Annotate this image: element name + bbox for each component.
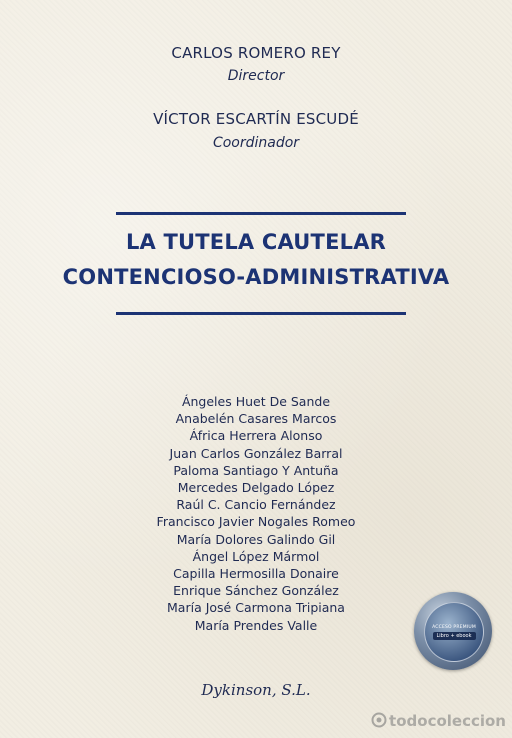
watermark-logo-icon	[371, 712, 387, 732]
author-item: María Dolores Galindo Gil	[176, 531, 336, 547]
badge-bottom-text: Libro + ebook	[433, 632, 476, 640]
watermark	[371, 712, 506, 732]
director-name: CARLOS ROMERO REY	[171, 44, 341, 62]
author-item: Mercedes Delgado López	[177, 480, 335, 496]
coordinator-name: VÍCTOR ESCARTÍN ESCUDÉ	[153, 110, 359, 128]
author-item: África Herrera Alonso	[189, 428, 323, 444]
premium-access-badge	[414, 592, 492, 670]
author-item: Paloma Santiago Y Antuña	[173, 462, 339, 478]
author-item: Raúl C. Cancio Fernández	[176, 497, 336, 513]
author-item: Enrique Sánchez González	[173, 583, 339, 599]
author-item: Capilla Hermosilla Donaire	[173, 566, 339, 582]
author-item: Ángeles Huet De Sande	[181, 394, 331, 409]
title-line-2: CONTENCIOSO-ADMINISTRATIVA	[62, 265, 450, 289]
watermark-text: todocoleccion	[389, 712, 506, 730]
author-item: Anabelén Casares Marcos	[175, 411, 337, 427]
author-item: María José Carmona Tripiana	[167, 600, 345, 616]
title-top-rule	[116, 212, 406, 215]
badge-seal	[424, 602, 484, 662]
title-bottom-rule	[116, 312, 406, 315]
director-role: Director	[227, 68, 285, 84]
title-line-1: LA TUTELA CAUTELAR	[125, 230, 387, 254]
coordinator-role: Coordinador	[212, 135, 300, 151]
author-item: Juan Carlos González Barral	[169, 445, 343, 461]
author-item: Ángel López Mármol	[192, 548, 320, 564]
author-item: María Prendes Valle	[194, 617, 318, 633]
publisher-logo: Dykinson, S.L.	[201, 681, 311, 699]
author-item: Francisco Javier Nogales Romeo	[156, 514, 356, 530]
badge-top-text: ACCESO PREMIUM	[432, 624, 476, 630]
